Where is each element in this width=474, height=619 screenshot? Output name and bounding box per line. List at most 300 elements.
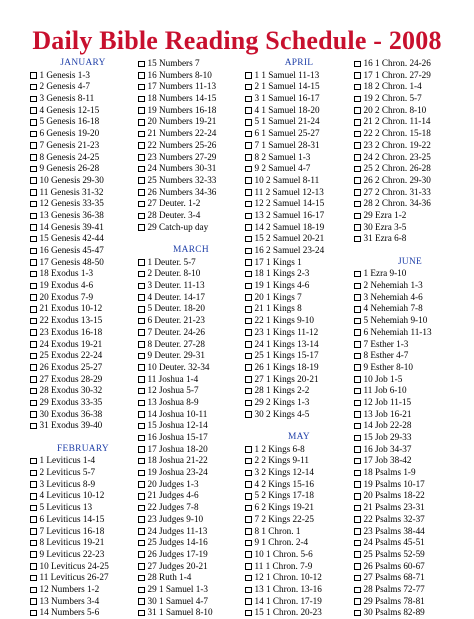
checkbox-icon[interactable] bbox=[354, 353, 361, 360]
checkbox-icon[interactable] bbox=[245, 318, 252, 325]
checkbox-icon[interactable] bbox=[138, 142, 145, 149]
reading-item[interactable] bbox=[30, 175, 136, 187]
reading-item[interactable] bbox=[245, 455, 353, 467]
checkbox-icon[interactable] bbox=[354, 423, 361, 430]
checkbox-icon[interactable] bbox=[30, 423, 37, 430]
reading-item[interactable] bbox=[245, 385, 353, 397]
reading-item[interactable] bbox=[138, 537, 244, 549]
checkbox-icon[interactable] bbox=[30, 236, 37, 243]
reading-item[interactable] bbox=[138, 128, 244, 140]
checkbox-icon[interactable] bbox=[245, 540, 252, 547]
reading-item[interactable] bbox=[30, 245, 136, 257]
checkbox-icon[interactable] bbox=[354, 96, 361, 103]
checkbox-icon[interactable] bbox=[354, 236, 361, 243]
reading-item[interactable] bbox=[245, 596, 353, 608]
checkbox-icon[interactable] bbox=[30, 201, 37, 208]
checkbox-icon[interactable] bbox=[245, 271, 252, 278]
checkbox-icon[interactable] bbox=[245, 516, 252, 523]
reading-item[interactable] bbox=[354, 444, 466, 456]
reading-item[interactable] bbox=[245, 397, 353, 409]
reading-item[interactable] bbox=[30, 140, 136, 152]
checkbox-icon[interactable] bbox=[30, 353, 37, 360]
checkbox-icon[interactable] bbox=[138, 423, 145, 430]
checkbox-icon[interactable] bbox=[138, 259, 145, 266]
checkbox-icon[interactable] bbox=[30, 119, 37, 126]
reading-item[interactable] bbox=[245, 526, 353, 538]
checkbox-icon[interactable] bbox=[138, 189, 145, 196]
reading-item[interactable] bbox=[138, 502, 244, 514]
checkbox-icon[interactable] bbox=[30, 388, 37, 395]
reading-item[interactable] bbox=[245, 479, 353, 491]
reading-item[interactable] bbox=[30, 537, 136, 549]
reading-item[interactable] bbox=[138, 362, 244, 374]
reading-item[interactable] bbox=[30, 490, 136, 502]
checkbox-icon[interactable] bbox=[138, 411, 145, 418]
checkbox-icon[interactable] bbox=[30, 528, 37, 535]
reading-item[interactable] bbox=[354, 105, 466, 117]
reading-item[interactable] bbox=[138, 140, 244, 152]
reading-item[interactable] bbox=[30, 584, 136, 596]
reading-item[interactable] bbox=[30, 327, 136, 339]
checkbox-icon[interactable] bbox=[138, 540, 145, 547]
reading-item[interactable] bbox=[354, 526, 466, 538]
reading-item[interactable] bbox=[354, 210, 466, 222]
reading-item[interactable] bbox=[138, 315, 244, 327]
checkbox-icon[interactable] bbox=[138, 318, 145, 325]
checkbox-icon[interactable] bbox=[30, 575, 37, 582]
reading-item[interactable] bbox=[245, 303, 353, 315]
reading-item[interactable] bbox=[245, 280, 353, 292]
checkbox-icon[interactable] bbox=[245, 213, 252, 220]
checkbox-icon[interactable] bbox=[245, 294, 252, 301]
checkbox-icon[interactable] bbox=[138, 154, 145, 161]
checkbox-icon[interactable] bbox=[354, 177, 361, 184]
reading-item[interactable] bbox=[138, 292, 244, 304]
reading-item[interactable] bbox=[138, 70, 244, 82]
checkbox-icon[interactable] bbox=[245, 329, 252, 336]
reading-item[interactable] bbox=[245, 292, 353, 304]
checkbox-icon[interactable] bbox=[30, 505, 37, 512]
checkbox-icon[interactable] bbox=[245, 364, 252, 371]
reading-item[interactable] bbox=[245, 187, 353, 199]
reading-item[interactable] bbox=[245, 116, 353, 128]
checkbox-icon[interactable] bbox=[138, 107, 145, 114]
checkbox-icon[interactable] bbox=[138, 528, 145, 535]
reading-item[interactable] bbox=[138, 198, 244, 210]
checkbox-icon[interactable] bbox=[354, 189, 361, 196]
reading-item[interactable] bbox=[354, 455, 466, 467]
reading-item[interactable] bbox=[30, 105, 136, 117]
checkbox-icon[interactable] bbox=[354, 540, 361, 547]
checkbox-icon[interactable] bbox=[245, 446, 252, 453]
reading-item[interactable] bbox=[245, 607, 353, 619]
checkbox-icon[interactable] bbox=[30, 587, 37, 594]
checkbox-icon[interactable] bbox=[245, 575, 252, 582]
reading-item[interactable] bbox=[354, 163, 466, 175]
checkbox-icon[interactable] bbox=[354, 294, 361, 301]
checkbox-icon[interactable] bbox=[138, 587, 145, 594]
checkbox-icon[interactable] bbox=[245, 189, 252, 196]
checkbox-icon[interactable] bbox=[245, 142, 252, 149]
checkbox-icon[interactable] bbox=[138, 96, 145, 103]
checkbox-icon[interactable] bbox=[354, 446, 361, 453]
checkbox-icon[interactable] bbox=[138, 400, 145, 407]
reading-item[interactable] bbox=[354, 362, 466, 374]
reading-item[interactable] bbox=[354, 128, 466, 140]
checkbox-icon[interactable] bbox=[138, 166, 145, 173]
reading-item[interactable] bbox=[138, 385, 244, 397]
reading-item[interactable] bbox=[138, 257, 244, 269]
reading-item[interactable] bbox=[245, 128, 353, 140]
checkbox-icon[interactable] bbox=[30, 213, 37, 220]
checkbox-icon[interactable] bbox=[30, 154, 37, 161]
checkbox-icon[interactable] bbox=[30, 364, 37, 371]
reading-item[interactable] bbox=[30, 502, 136, 514]
reading-item[interactable] bbox=[354, 561, 466, 573]
reading-item[interactable] bbox=[245, 81, 353, 93]
reading-item[interactable] bbox=[138, 374, 244, 386]
checkbox-icon[interactable] bbox=[354, 306, 361, 313]
reading-item[interactable] bbox=[30, 93, 136, 105]
checkbox-icon[interactable] bbox=[354, 376, 361, 383]
checkbox-icon[interactable] bbox=[354, 283, 361, 290]
reading-item[interactable] bbox=[138, 526, 244, 538]
reading-item[interactable] bbox=[30, 70, 136, 82]
reading-item[interactable] bbox=[30, 116, 136, 128]
reading-item[interactable] bbox=[30, 81, 136, 93]
reading-item[interactable] bbox=[245, 584, 353, 596]
reading-item[interactable] bbox=[245, 409, 353, 421]
reading-item[interactable] bbox=[354, 93, 466, 105]
reading-item[interactable] bbox=[30, 572, 136, 584]
reading-item[interactable] bbox=[30, 514, 136, 526]
reading-item[interactable] bbox=[30, 233, 136, 245]
checkbox-icon[interactable] bbox=[138, 353, 145, 360]
checkbox-icon[interactable] bbox=[245, 107, 252, 114]
checkbox-icon[interactable] bbox=[138, 224, 145, 231]
checkbox-icon[interactable] bbox=[138, 283, 145, 290]
reading-item[interactable] bbox=[30, 596, 136, 608]
checkbox-icon[interactable] bbox=[30, 318, 37, 325]
checkbox-icon[interactable] bbox=[245, 84, 252, 91]
checkbox-icon[interactable] bbox=[245, 341, 252, 348]
reading-item[interactable] bbox=[245, 572, 353, 584]
checkbox-icon[interactable] bbox=[30, 142, 37, 149]
reading-item[interactable] bbox=[30, 280, 136, 292]
reading-item[interactable] bbox=[354, 233, 466, 245]
reading-item[interactable] bbox=[245, 93, 353, 105]
reading-item[interactable] bbox=[245, 362, 353, 374]
reading-item[interactable] bbox=[245, 514, 353, 526]
reading-item[interactable] bbox=[138, 455, 244, 467]
reading-item[interactable] bbox=[354, 467, 466, 479]
reading-item[interactable] bbox=[245, 105, 353, 117]
checkbox-icon[interactable] bbox=[354, 107, 361, 114]
reading-item[interactable] bbox=[30, 385, 136, 397]
checkbox-icon[interactable] bbox=[138, 72, 145, 79]
reading-item[interactable] bbox=[138, 116, 244, 128]
reading-item[interactable] bbox=[245, 350, 353, 362]
checkbox-icon[interactable] bbox=[245, 283, 252, 290]
reading-item[interactable] bbox=[138, 210, 244, 222]
reading-item[interactable] bbox=[30, 339, 136, 351]
checkbox-icon[interactable] bbox=[354, 318, 361, 325]
checkbox-icon[interactable] bbox=[245, 306, 252, 313]
reading-item[interactable] bbox=[138, 420, 244, 432]
checkbox-icon[interactable] bbox=[245, 481, 252, 488]
reading-item[interactable] bbox=[138, 105, 244, 117]
checkbox-icon[interactable] bbox=[354, 84, 361, 91]
checkbox-icon[interactable] bbox=[354, 563, 361, 570]
reading-item[interactable] bbox=[354, 432, 466, 444]
reading-item[interactable] bbox=[138, 303, 244, 315]
checkbox-icon[interactable] bbox=[245, 400, 252, 407]
reading-item[interactable] bbox=[245, 257, 353, 269]
reading-item[interactable] bbox=[354, 198, 466, 210]
checkbox-icon[interactable] bbox=[138, 271, 145, 278]
reading-item[interactable] bbox=[245, 70, 353, 82]
reading-item[interactable] bbox=[138, 58, 244, 70]
checkbox-icon[interactable] bbox=[30, 107, 37, 114]
checkbox-icon[interactable] bbox=[30, 329, 37, 336]
checkbox-icon[interactable] bbox=[245, 236, 252, 243]
reading-item[interactable] bbox=[354, 81, 466, 93]
checkbox-icon[interactable] bbox=[30, 224, 37, 231]
reading-item[interactable] bbox=[30, 397, 136, 409]
checkbox-icon[interactable] bbox=[30, 84, 37, 91]
checkbox-icon[interactable] bbox=[30, 177, 37, 184]
reading-item[interactable] bbox=[30, 152, 136, 164]
checkbox-icon[interactable] bbox=[245, 528, 252, 535]
checkbox-icon[interactable] bbox=[354, 388, 361, 395]
reading-item[interactable] bbox=[30, 374, 136, 386]
checkbox-icon[interactable] bbox=[354, 329, 361, 336]
checkbox-icon[interactable] bbox=[245, 96, 252, 103]
checkbox-icon[interactable] bbox=[354, 119, 361, 126]
reading-item[interactable] bbox=[354, 374, 466, 386]
reading-item[interactable] bbox=[30, 479, 136, 491]
reading-item[interactable] bbox=[138, 163, 244, 175]
checkbox-icon[interactable] bbox=[245, 177, 252, 184]
checkbox-icon[interactable] bbox=[245, 72, 252, 79]
checkbox-icon[interactable] bbox=[354, 551, 361, 558]
reading-item[interactable] bbox=[354, 514, 466, 526]
reading-item[interactable] bbox=[245, 374, 353, 386]
checkbox-icon[interactable] bbox=[138, 213, 145, 220]
reading-item[interactable] bbox=[245, 537, 353, 549]
checkbox-icon[interactable] bbox=[30, 283, 37, 290]
reading-item[interactable] bbox=[30, 409, 136, 421]
checkbox-icon[interactable] bbox=[30, 551, 37, 558]
reading-item[interactable] bbox=[30, 455, 136, 467]
reading-item[interactable] bbox=[30, 292, 136, 304]
reading-item[interactable] bbox=[354, 420, 466, 432]
checkbox-icon[interactable] bbox=[138, 575, 145, 582]
checkbox-icon[interactable] bbox=[354, 598, 361, 605]
checkbox-icon[interactable] bbox=[354, 364, 361, 371]
reading-item[interactable] bbox=[138, 339, 244, 351]
reading-item[interactable] bbox=[30, 362, 136, 374]
reading-item[interactable] bbox=[354, 385, 466, 397]
checkbox-icon[interactable] bbox=[245, 598, 252, 605]
reading-item[interactable] bbox=[245, 268, 353, 280]
checkbox-icon[interactable] bbox=[30, 72, 37, 79]
reading-item[interactable] bbox=[354, 152, 466, 164]
checkbox-icon[interactable] bbox=[138, 84, 145, 91]
reading-item[interactable] bbox=[245, 222, 353, 234]
checkbox-icon[interactable] bbox=[245, 587, 252, 594]
reading-item[interactable] bbox=[354, 490, 466, 502]
reading-item[interactable] bbox=[245, 502, 353, 514]
reading-item[interactable] bbox=[245, 245, 353, 257]
reading-item[interactable] bbox=[138, 444, 244, 456]
reading-item[interactable] bbox=[354, 479, 466, 491]
checkbox-icon[interactable] bbox=[245, 131, 252, 138]
reading-item[interactable] bbox=[30, 222, 136, 234]
checkbox-icon[interactable] bbox=[138, 598, 145, 605]
checkbox-icon[interactable] bbox=[354, 575, 361, 582]
reading-item[interactable] bbox=[354, 140, 466, 152]
checkbox-icon[interactable] bbox=[30, 610, 37, 617]
checkbox-icon[interactable] bbox=[245, 458, 252, 465]
checkbox-icon[interactable] bbox=[354, 224, 361, 231]
checkbox-icon[interactable] bbox=[245, 154, 252, 161]
checkbox-icon[interactable] bbox=[30, 470, 37, 477]
checkbox-icon[interactable] bbox=[30, 294, 37, 301]
reading-item[interactable] bbox=[245, 233, 353, 245]
checkbox-icon[interactable] bbox=[138, 563, 145, 570]
reading-item[interactable] bbox=[30, 420, 136, 432]
checkbox-icon[interactable] bbox=[30, 458, 37, 465]
checkbox-icon[interactable] bbox=[354, 470, 361, 477]
reading-item[interactable] bbox=[30, 187, 136, 199]
reading-item[interactable] bbox=[354, 397, 466, 409]
checkbox-icon[interactable] bbox=[30, 598, 37, 605]
checkbox-icon[interactable] bbox=[30, 306, 37, 313]
reading-item[interactable] bbox=[138, 490, 244, 502]
reading-item[interactable] bbox=[138, 607, 244, 619]
reading-item[interactable] bbox=[354, 502, 466, 514]
checkbox-icon[interactable] bbox=[354, 610, 361, 617]
reading-item[interactable] bbox=[138, 187, 244, 199]
checkbox-icon[interactable] bbox=[354, 493, 361, 500]
reading-item[interactable] bbox=[354, 537, 466, 549]
reading-item[interactable] bbox=[138, 268, 244, 280]
checkbox-icon[interactable] bbox=[354, 72, 361, 79]
reading-item[interactable] bbox=[354, 222, 466, 234]
reading-item[interactable] bbox=[354, 572, 466, 584]
reading-item[interactable] bbox=[354, 339, 466, 351]
reading-item[interactable] bbox=[354, 292, 466, 304]
checkbox-icon[interactable] bbox=[30, 563, 37, 570]
reading-item[interactable] bbox=[354, 596, 466, 608]
reading-item[interactable] bbox=[354, 268, 466, 280]
reading-item[interactable] bbox=[138, 397, 244, 409]
checkbox-icon[interactable] bbox=[138, 435, 145, 442]
reading-item[interactable] bbox=[138, 409, 244, 421]
checkbox-icon[interactable] bbox=[354, 528, 361, 535]
checkbox-icon[interactable] bbox=[30, 400, 37, 407]
reading-item[interactable] bbox=[138, 152, 244, 164]
checkbox-icon[interactable] bbox=[245, 119, 252, 126]
checkbox-icon[interactable] bbox=[245, 493, 252, 500]
reading-item[interactable] bbox=[138, 93, 244, 105]
checkbox-icon[interactable] bbox=[138, 610, 145, 617]
reading-item[interactable] bbox=[138, 175, 244, 187]
reading-item[interactable] bbox=[30, 526, 136, 538]
checkbox-icon[interactable] bbox=[245, 563, 252, 570]
checkbox-icon[interactable] bbox=[354, 516, 361, 523]
checkbox-icon[interactable] bbox=[245, 411, 252, 418]
checkbox-icon[interactable] bbox=[354, 142, 361, 149]
reading-item[interactable] bbox=[138, 479, 244, 491]
checkbox-icon[interactable] bbox=[30, 516, 37, 523]
checkbox-icon[interactable] bbox=[354, 505, 361, 512]
reading-item[interactable] bbox=[245, 152, 353, 164]
reading-item[interactable] bbox=[354, 607, 466, 619]
reading-item[interactable] bbox=[30, 549, 136, 561]
reading-item[interactable] bbox=[354, 549, 466, 561]
checkbox-icon[interactable] bbox=[30, 481, 37, 488]
reading-item[interactable] bbox=[354, 350, 466, 362]
reading-item[interactable] bbox=[245, 163, 353, 175]
checkbox-icon[interactable] bbox=[30, 189, 37, 196]
reading-item[interactable] bbox=[245, 561, 353, 573]
reading-item[interactable] bbox=[245, 444, 353, 456]
reading-item[interactable] bbox=[245, 198, 353, 210]
reading-item[interactable] bbox=[245, 140, 353, 152]
reading-item[interactable] bbox=[138, 549, 244, 561]
checkbox-icon[interactable] bbox=[138, 470, 145, 477]
checkbox-icon[interactable] bbox=[245, 551, 252, 558]
checkbox-icon[interactable] bbox=[354, 458, 361, 465]
reading-item[interactable] bbox=[354, 116, 466, 128]
reading-item[interactable] bbox=[30, 607, 136, 619]
checkbox-icon[interactable] bbox=[245, 259, 252, 266]
checkbox-icon[interactable] bbox=[30, 540, 37, 547]
reading-item[interactable] bbox=[354, 175, 466, 187]
checkbox-icon[interactable] bbox=[354, 411, 361, 418]
reading-item[interactable] bbox=[30, 268, 136, 280]
reading-item[interactable] bbox=[138, 514, 244, 526]
reading-item[interactable] bbox=[138, 81, 244, 93]
checkbox-icon[interactable] bbox=[245, 224, 252, 231]
checkbox-icon[interactable] bbox=[138, 446, 145, 453]
reading-item[interactable] bbox=[30, 257, 136, 269]
checkbox-icon[interactable] bbox=[354, 587, 361, 594]
checkbox-icon[interactable] bbox=[354, 166, 361, 173]
checkbox-icon[interactable] bbox=[354, 131, 361, 138]
reading-item[interactable] bbox=[245, 339, 353, 351]
checkbox-icon[interactable] bbox=[138, 388, 145, 395]
checkbox-icon[interactable] bbox=[354, 341, 361, 348]
reading-item[interactable] bbox=[245, 210, 353, 222]
reading-item[interactable] bbox=[138, 280, 244, 292]
checkbox-icon[interactable] bbox=[30, 259, 37, 266]
checkbox-icon[interactable] bbox=[30, 493, 37, 500]
reading-item[interactable] bbox=[354, 315, 466, 327]
reading-item[interactable] bbox=[30, 198, 136, 210]
reading-item[interactable] bbox=[354, 303, 466, 315]
reading-item[interactable] bbox=[354, 280, 466, 292]
reading-item[interactable] bbox=[30, 467, 136, 479]
checkbox-icon[interactable] bbox=[138, 294, 145, 301]
checkbox-icon[interactable] bbox=[138, 119, 145, 126]
reading-item[interactable] bbox=[138, 432, 244, 444]
reading-item[interactable] bbox=[138, 572, 244, 584]
checkbox-icon[interactable] bbox=[245, 610, 252, 617]
reading-item[interactable] bbox=[354, 584, 466, 596]
